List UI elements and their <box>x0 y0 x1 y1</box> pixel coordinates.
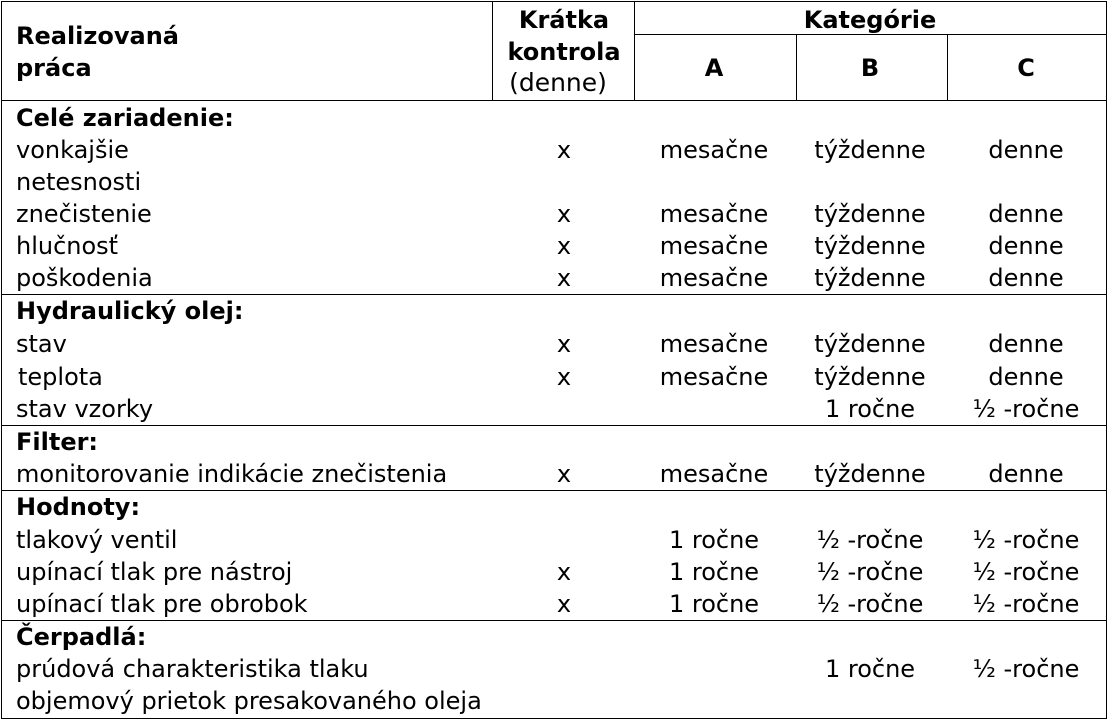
section-divider <box>2 620 1106 621</box>
row-label: znečistenie <box>16 200 152 228</box>
maintenance-table <box>1 1 1107 719</box>
category-b-value: týždenne <box>814 363 926 391</box>
header-work-line1: Realizovaná <box>16 22 179 50</box>
category-c-value: denne <box>988 136 1064 164</box>
header-divider-1 <box>492 2 493 100</box>
header-categories: Kategórie <box>803 6 937 34</box>
short-check: x <box>556 558 572 586</box>
short-check: x <box>556 460 572 488</box>
row-label: prúdová charakteristika tlaku <box>16 655 369 683</box>
section-title: Čerpadlá: <box>16 623 147 651</box>
row-label: monitorovanie indikácie znečistenia <box>16 460 448 488</box>
header-work-line2: práca <box>16 54 92 82</box>
category-b-value: ½ -ročne <box>816 526 924 554</box>
row-label: tlakový ventil <box>16 526 178 554</box>
short-check: x <box>556 200 572 228</box>
category-a-value: 1 ročne <box>668 526 760 554</box>
category-c-value: ½ -ročne <box>972 558 1080 586</box>
category-a-value: mesačne <box>659 264 769 292</box>
category-b-value: týždenne <box>814 136 926 164</box>
section-title: Hodnoty: <box>16 493 141 521</box>
header-short-line1: Krátka <box>518 6 610 34</box>
header-category-a: A <box>704 54 724 82</box>
header-category-b: B <box>860 54 880 82</box>
row-label: teplota <box>18 363 103 391</box>
category-a-value: mesačne <box>659 330 769 358</box>
row-label: netesnosti <box>16 168 142 196</box>
row-label: upínací tlak pre obrobok <box>16 590 308 618</box>
short-check: x <box>556 232 572 260</box>
row-label: objemový prietok presakovaného oleja <box>16 687 482 715</box>
short-check: x <box>556 363 572 391</box>
category-c-value: ½ -ročne <box>972 526 1080 554</box>
category-c-value: ½ -ročne <box>972 395 1080 423</box>
section-title: Filter: <box>16 428 99 456</box>
category-b-value: týždenne <box>814 264 926 292</box>
row-label: hlučnosť <box>16 232 119 260</box>
category-a-value: 1 ročne <box>668 558 760 586</box>
row-label: poškodenia <box>16 264 153 292</box>
category-b-value: ½ -ročne <box>816 590 924 618</box>
category-c-value: denne <box>988 200 1064 228</box>
category-b-value: týždenne <box>814 330 926 358</box>
short-check: x <box>556 136 572 164</box>
category-a-value: mesačne <box>659 200 769 228</box>
row-label: upínací tlak pre nástroj <box>16 558 293 586</box>
row-label: stav <box>16 330 67 358</box>
short-check: x <box>556 264 572 292</box>
category-b-value: týždenne <box>814 200 926 228</box>
section-divider <box>2 490 1106 491</box>
header-divider-2 <box>634 2 635 100</box>
header-bottom-line <box>2 100 1106 101</box>
header-divider-3 <box>796 35 797 100</box>
category-c-value: denne <box>988 264 1064 292</box>
category-b-value: 1 ročne <box>824 655 916 683</box>
short-check: x <box>556 330 572 358</box>
section-title: Hydraulický olej: <box>16 297 244 325</box>
category-a-value: mesačne <box>659 232 769 260</box>
category-c-value: denne <box>988 460 1064 488</box>
category-a-value: mesačne <box>659 136 769 164</box>
category-b-value: ½ -ročne <box>816 558 924 586</box>
header-short-line3: (denne) <box>509 68 607 97</box>
category-c-value: denne <box>988 330 1064 358</box>
category-c-value: denne <box>988 232 1064 260</box>
category-b-value: 1 ročne <box>824 395 916 423</box>
header-divider-4 <box>947 35 948 100</box>
category-c-value: ½ -ročne <box>972 590 1080 618</box>
category-c-value: ½ -ročne <box>972 655 1080 683</box>
category-a-value: mesačne <box>659 363 769 391</box>
category-b-value: týždenne <box>814 232 926 260</box>
category-a-value: mesačne <box>659 460 769 488</box>
header-category-c: C <box>1017 54 1035 82</box>
category-a-value: 1 ročne <box>668 590 760 618</box>
section-divider <box>2 425 1106 426</box>
row-label: stav vzorky <box>16 395 154 423</box>
row-label: vonkajšie <box>16 136 129 164</box>
category-c-value: denne <box>988 363 1064 391</box>
header-short-line2: kontrola <box>507 38 621 66</box>
short-check: x <box>556 590 572 618</box>
section-title: Celé zariadenie: <box>16 104 234 132</box>
category-b-value: týždenne <box>814 460 926 488</box>
